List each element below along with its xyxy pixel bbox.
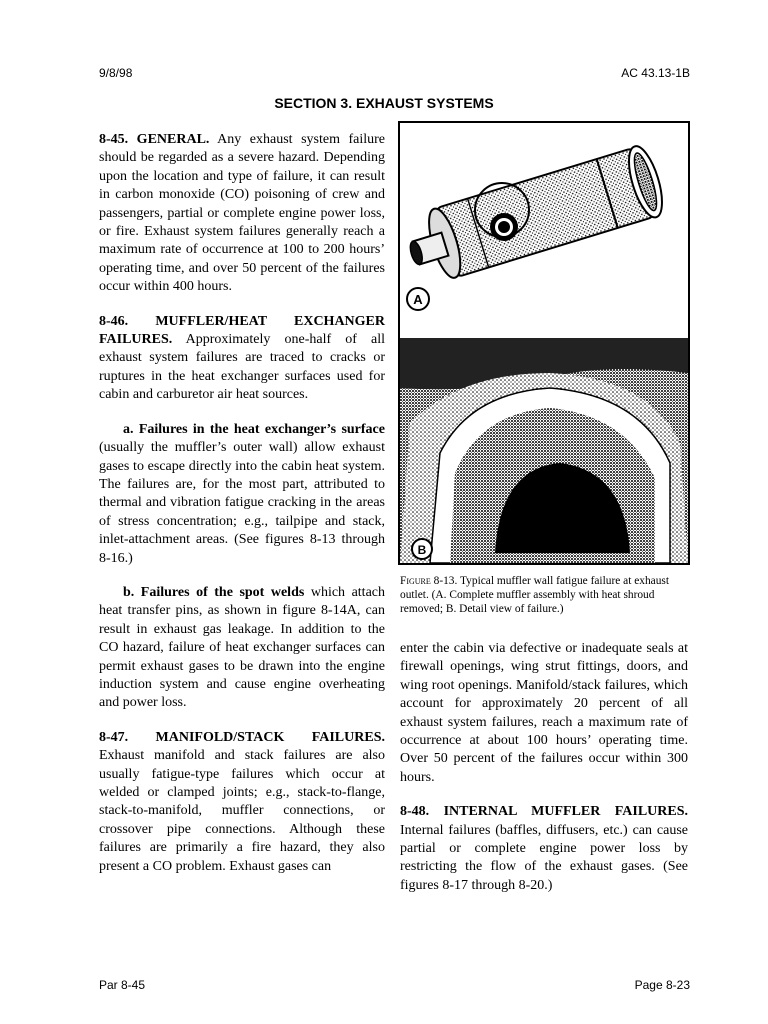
body-8-46a: (usually the muffler’s outer wall) allow exhaust gases to escape directly into the cabin heat system. The failures are, for the most part, attributed to thermal and vibration fatigue cracking in the areas of stress concentration; e.g., tailpipe and stack, inlet-attachment areas. (See figures 8-13 through 8-16.) (99, 440, 385, 566)
paragraph-8-47 (99, 729, 385, 876)
footer-paragraph-ref: Par 8-45 (99, 978, 146, 992)
marker-b-label: B (417, 543, 427, 557)
header-doc-number: AC 43.13-1B (621, 66, 690, 80)
heading-8-46: 8-46. MUFFLER/HEAT EXCHANGER FAILURES. (99, 313, 385, 348)
paragraph-8-47-continued: enter the cabin via defective or inadequate seals at firewall openings, wing strut fittings, doors, and wing root openings. Manifold/stack failures, which account for approximately 20 percent of all exhaust system failures, reach a maximum rate of occurrence at about 100 hours’ operating time. Over 50 percent of the failures occur within 300 hours. (400, 641, 688, 785)
heading-8-45: 8-45. GENERAL. (99, 132, 210, 147)
paragraph-8-45 (99, 131, 385, 297)
right-column (400, 640, 688, 911)
left-column (99, 131, 385, 892)
paragraph-8-46 (99, 313, 385, 405)
paragraph-8-48 (400, 803, 688, 895)
figure-caption (400, 574, 690, 616)
body-8-46: Approximately one-half of all exhaust system failures are traced to cracks or ruptures in the heat exchanger surfaces used for cabin and carburetor air heat sources. (99, 332, 385, 403)
muffler-assembly-drawing (400, 143, 668, 310)
paragraph-8-46b (99, 584, 385, 713)
heading-8-46b: b. Failures of the spot welds (123, 584, 305, 600)
failure-detail-drawing (400, 338, 688, 563)
body-8-48: Internal failures (baffles, diffusers, etc.) can cause partial or complete engine power loss by restricting the flow of the exhaust gases. (See figures 8-17 through 8-20.) (400, 822, 688, 893)
figure-caption-text: Typical muffler wall fatigue failure at exhaust outlet. (A. Complete muffler assembly with heat shroud removed; B. Detail view of failure.) (400, 575, 670, 615)
figure-8-13 (398, 121, 690, 565)
body-8-46b: which attach heat transfer pins, as shown in figure 8-14A, can result in exhaust gas leakage. In addition to the CO hazard, failure of heat exchanger surfaces can permit exhaust gases to be drawn into the engine induction system and cause engine overheating and power loss. (99, 584, 386, 711)
figure-label: Figure 8-13. (400, 575, 458, 587)
marker-a-label: A (413, 292, 423, 307)
muffler-illustration (400, 123, 688, 563)
body-8-45: Any exhaust system failure should be regarded as a severe hazard. Depending upon the location and type of failure, it can result in carbon monoxide (CO) poisoning of crew and passengers, partial or complete engine power loss, or fire. Exhaust system failures generally reach a maximum rate of occurrence at 100 to 200 hours’ operating time, and over 50 percent of the failures occur within 400 hours. (99, 132, 386, 295)
body-8-47: Exhaust manifold and stack failures are also usually fatigue-type failures which occur at welded or clamped joints; e.g., stack-to-flange, stack-to-manifold, muffler connections, or crossover pipe connections. Although these failures are primarily a fire hazard, they also present a CO problem. Exhaust gases can (99, 748, 385, 874)
section-title: SECTION 3. EXHAUST SYSTEMS (274, 95, 494, 111)
footer-page-number: Page 8-23 (634, 978, 690, 992)
heading-8-47: 8-47. MANIFOLD/STACK FAILURES. (99, 729, 385, 745)
header-date: 9/8/98 (99, 66, 133, 80)
heading-8-46a: a. Failures in the heat exchanger’s surface (123, 421, 385, 437)
paragraph-8-46a (99, 421, 385, 568)
heading-8-48: 8-48. INTERNAL MUFFLER FAILURES. (400, 804, 688, 820)
